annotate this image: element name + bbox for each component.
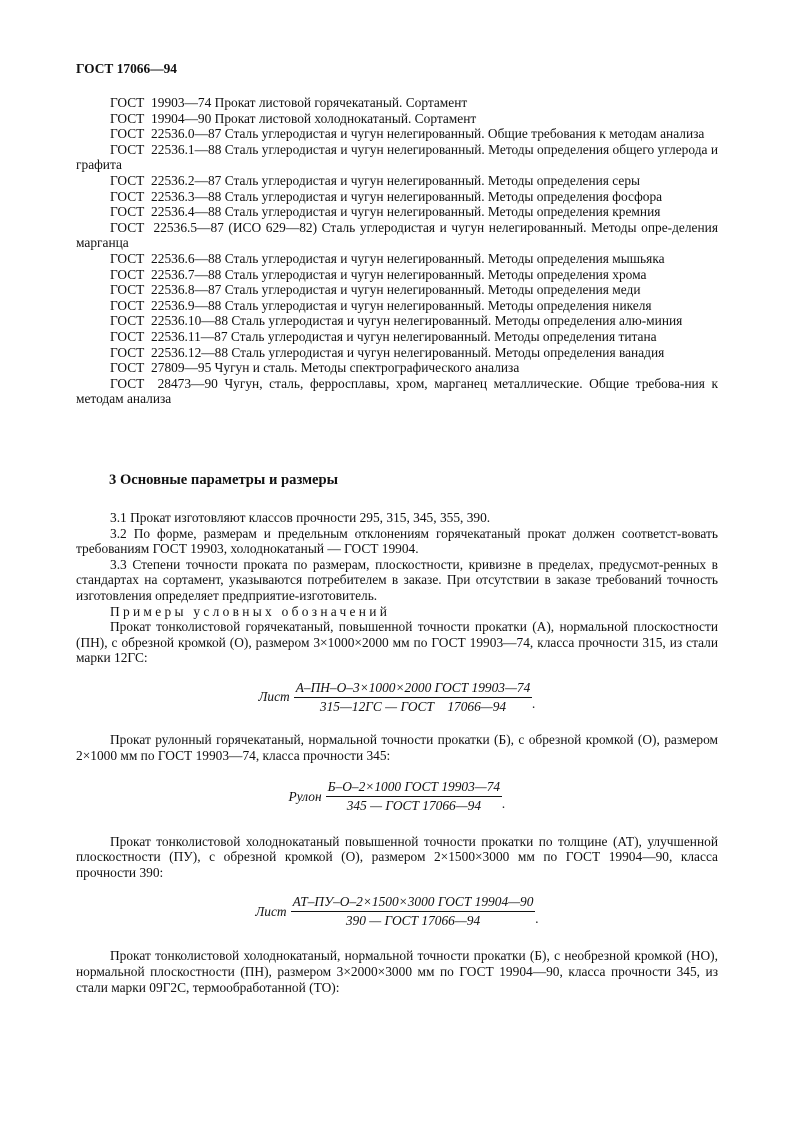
reference-item xyxy=(76,251,718,267)
reference-item xyxy=(76,204,718,220)
reference-item xyxy=(76,173,718,189)
paragraph-3-3: 3.3 Степени точности проката по размерам, плоскостности, кривизне в пределах, предусмот-ренных в стандартах на сортамент, указываются потребителем в заказе. При отсутствии в заказе требований точность изготовления определяет предприятие-изготовитель. xyxy=(76,556,718,603)
paragraph-3-2: 3.2 По форме, размерам и предельным отклонениям горячекатаный прокат должен соответст-вовать требованиям ГОСТ 19903, холоднокатаный — ГОСТ 19904. xyxy=(76,525,718,557)
reference-code: ГОСТ 19903—74 xyxy=(110,95,212,110)
formula-label: Рулон xyxy=(288,788,322,804)
section-title: 3 Основные параметры и размеры xyxy=(109,472,339,488)
reference-code: ГОСТ 22536.2—87 xyxy=(110,172,222,188)
formula-denominator: 345 — ГОСТ 17066—94 xyxy=(346,797,482,813)
reference-code: ГОСТ 22536.7—88 xyxy=(110,266,222,282)
formula-fraction xyxy=(294,679,536,714)
reference-text: Чугун и сталь. Методы спектрографического анализа xyxy=(214,360,520,376)
reference-item xyxy=(76,298,718,314)
formula-end: . xyxy=(502,795,506,811)
reference-text: Сталь углеродистая и чугун нелегированный. Методы определения алю-миния xyxy=(231,313,683,329)
reference-item xyxy=(76,267,718,283)
reference-text: Сталь углеродистая и чугун нелегированный. Методы определения титана xyxy=(230,328,657,344)
reference-list xyxy=(76,95,718,407)
formula-fraction xyxy=(326,779,502,813)
reference-code: ГОСТ 19904—90 xyxy=(110,110,212,126)
reference-code: ГОСТ 22536.1—88 xyxy=(110,141,222,157)
reference-code: ГОСТ 22536.11—87 xyxy=(110,328,228,344)
reference-text: Сталь углеродистая и чугун нелегированный. Методы определения фосфора xyxy=(224,188,663,204)
example-paragraph-1: Прокат тонколистовой горячекатаный, повышенной точности прокатки (А), нормальной плоскостности (ПН), с обрезной кромкой (О), размером 3×1000×2000 мм по ГОСТ 19903—74, класса прочности 315, из стали марки 12ГС: xyxy=(76,619,718,666)
formula-end: . xyxy=(532,696,536,712)
designation-formula-3 xyxy=(76,894,718,928)
reference-code: ГОСТ 22536.4—88 xyxy=(110,204,222,220)
reference-text: Сталь углеродистая и чугун нелегированный. Методы определения никеля xyxy=(224,297,652,313)
reference-code: ГОСТ 27809—95 xyxy=(110,360,212,376)
reference-code: ГОСТ 22536.0—87 xyxy=(110,126,222,142)
examples-heading: Примеры условных обозначений xyxy=(110,603,391,619)
formula-denominator: 390 — ГОСТ 17066—94 xyxy=(345,912,481,928)
reference-text: Сталь углеродистая и чугун нелегированный. Методы определения хрома xyxy=(224,266,647,282)
formula-numerator: АТ–ПУ–О–2×1500×3000 ГОСТ 19904—90 xyxy=(291,894,536,912)
paragraph-3-1: 3.1 Прокат изготовляют классов прочности 295, 315, 345, 355, 390. xyxy=(110,510,491,525)
reference-code: ГОСТ 22536.6—88 xyxy=(110,250,222,266)
reference-item xyxy=(76,95,718,111)
reference-item xyxy=(76,313,718,329)
formula-numerator: А–ПН–О–3×1000×2000 ГОСТ 19903—74 xyxy=(294,680,533,698)
reference-text: Сталь углеродистая и чугун нелегированный. Методы опре-деления марганца xyxy=(76,219,718,251)
example-paragraph-3: Прокат тонколистовой холоднокатаный повышенной точности прокатки по толщине (АТ), улучшенной плоскостности (ПУ), с обрезной кромкой (О), размером 2×1500×3000 мм по ГОСТ 19904—90, класса прочности 390: xyxy=(76,833,718,880)
document-header: ГОСТ 17066—94 xyxy=(76,61,177,76)
reference-item xyxy=(76,220,718,251)
reference-item xyxy=(76,376,718,407)
reference-code: ГОСТ 22536.9—88 xyxy=(110,297,222,313)
reference-text: Сталь углеродистая и чугун нелегированный. Методы определения общего углерода и графита xyxy=(76,141,718,173)
reference-item xyxy=(76,360,718,376)
reference-text: Сталь углеродистая и чугун нелегированный. Общие требования к методам анализа xyxy=(224,126,705,142)
formula-end: . xyxy=(535,910,539,926)
reference-item xyxy=(76,189,718,205)
reference-item xyxy=(76,126,718,142)
section-body xyxy=(76,510,718,995)
reference-text: Сталь углеродистая и чугун нелегированный. Методы определения мышьяка xyxy=(224,250,665,266)
reference-text: Сталь углеродистая и чугун нелегированный. Методы определения кремния xyxy=(224,204,661,220)
reference-text: Чугун, сталь, ферросплавы, хром, марганец металлические. Общие требова-ния к методам анализа xyxy=(76,375,718,407)
reference-code: ГОСТ 22536.12—88 xyxy=(110,344,229,360)
designation-formula-2 xyxy=(76,779,718,813)
example-paragraph-4: Прокат тонколистовой холоднокатаный, нормальной точности прокатки (Б), с необрезной кромкой (НО), нормальной плоскостности (ПН), размером 3×2000×3000 мм по ГОСТ 19904—90, класса прочности 345, из стали марки 09Г2С, термообработанной (ТО): xyxy=(76,948,718,995)
formula-label: Лист xyxy=(258,689,290,705)
reference-text: Прокат листовой холоднокатаный. Сортамент xyxy=(214,110,477,126)
reference-text: Сталь углеродистая и чугун нелегированный. Методы определения меди xyxy=(224,282,641,298)
reference-item xyxy=(76,142,718,173)
formula-numerator: Б–О–2×1000 ГОСТ 19903—74 xyxy=(326,779,502,797)
formula-label: Лист xyxy=(255,903,287,919)
reference-code: ГОСТ 22536.8—87 xyxy=(110,282,222,298)
example-paragraph-2: Прокат рулонный горячекатаный, нормальной точности прокатки (Б), с обрезной кромкой (О), размером 2×1000 мм по ГОСТ 19903—74, класса прочности 345: xyxy=(76,732,718,763)
reference-item xyxy=(76,282,718,298)
reference-code: ГОСТ 28473—90 xyxy=(110,375,218,391)
reference-item xyxy=(76,329,718,345)
reference-code: ГОСТ 22536.10—88 xyxy=(110,313,229,329)
formula-denominator: 315—12ГС — ГОСТ 17066—94 xyxy=(319,698,507,714)
formula-fraction xyxy=(291,894,539,928)
reference-code: ГОСТ 22536.3—88 xyxy=(110,188,222,204)
reference-item xyxy=(76,345,718,361)
designation-formula-1 xyxy=(76,680,718,714)
reference-text: Прокат листовой горячекатаный. Сортамент xyxy=(214,95,468,110)
reference-item xyxy=(76,111,718,127)
reference-text: Сталь углеродистая и чугун нелегированный. Методы определения ванадия xyxy=(231,344,665,360)
reference-text: Сталь углеродистая и чугун нелегированный. Методы определения серы xyxy=(224,172,641,188)
reference-code: ГОСТ 22536.5—87 (ИСО 629—82) xyxy=(110,219,318,235)
